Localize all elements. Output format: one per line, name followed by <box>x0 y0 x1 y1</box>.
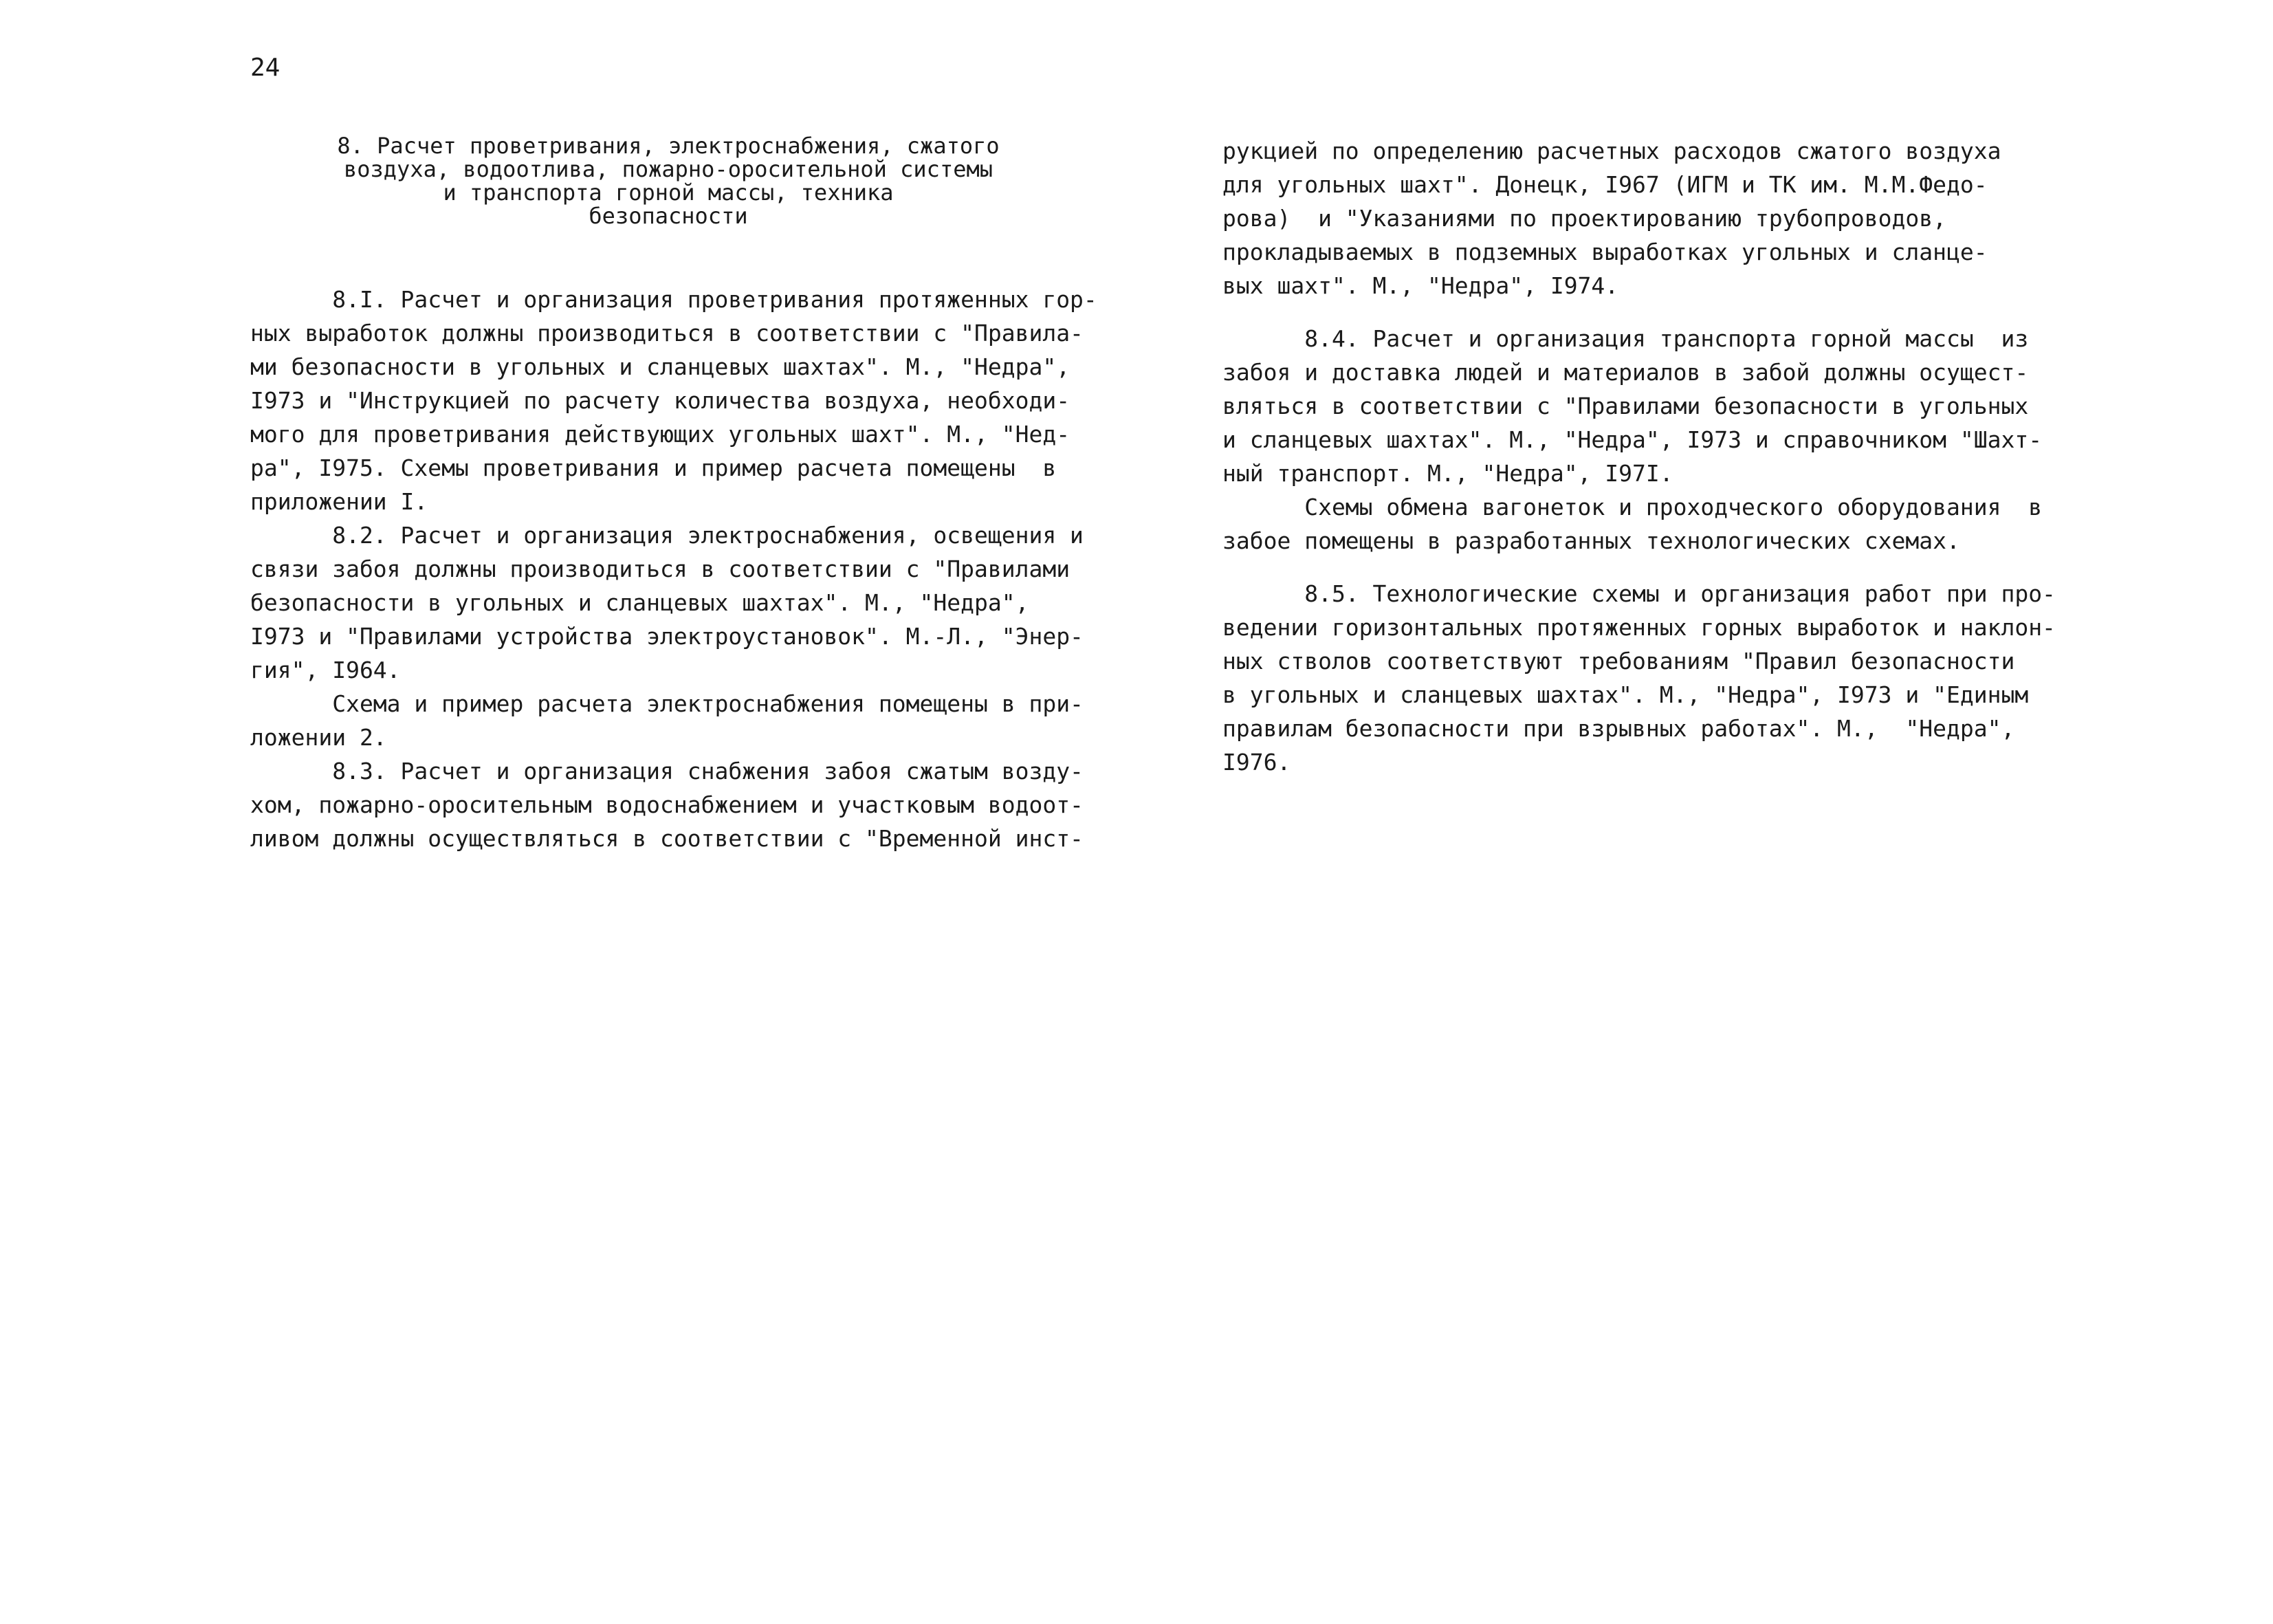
paragraph-8-5 <box>1222 577 2067 779</box>
heading-line: 8. Расчет проветривания, электроснабжения, сжатого <box>337 133 1000 159</box>
paragraph-gap <box>1222 303 2067 322</box>
text-line: ра", I975. Схемы проветривания и пример расчета помещены в <box>250 454 1057 481</box>
text-line: Схемы обмена вагонеток и проходческого оборудования в <box>1222 494 2043 520</box>
text-line: ложении 2. <box>250 724 387 751</box>
text-line: мого для проветривания действующих угольных шахт". М., "Нед- <box>250 421 1070 448</box>
right-column <box>1222 134 2067 779</box>
text-line: ливом должны осуществляться в соответствии с "Временной инст- <box>250 825 1084 852</box>
paragraph-gap <box>1222 558 2067 577</box>
text-line: прокладываемых в подземных выработках угольных и сланце- <box>1222 239 1988 265</box>
text-line: для угольных шахт". Донецк, I967 (ИГМ и ТК им. М.М.Федо- <box>1222 171 1988 198</box>
text-line: ми безопасности в угольных и сланцевых шахтах". М., "Недра", <box>250 353 1070 380</box>
left-column <box>250 133 1097 855</box>
paragraph-8-2-scheme <box>250 687 1086 754</box>
text-line: забоя и доставка людей и материалов в забой должны осущест- <box>1222 359 2029 386</box>
text-line: ный транспорт. М., "Недра", I97I. <box>1222 460 1673 487</box>
heading-line: и транспорта горной массы, техника <box>443 179 894 206</box>
text-line: I976. <box>1222 749 1291 776</box>
text-line: 8.I. Расчет и организация проветривания протяженных гор- <box>250 286 1097 313</box>
text-line: 8.5. Технологические схемы и организация работ при про- <box>1222 580 2056 607</box>
text-line: приложении I. <box>250 488 428 515</box>
section-heading <box>250 134 1086 228</box>
paragraph-8-1 <box>250 283 1097 518</box>
text-line: в угольных и сланцевых шахтах". М., "Недра", I973 и "Единым <box>1222 681 2029 708</box>
text-line: безопасности в угольных и сланцевых шахтах". М., "Недра", <box>250 589 1029 616</box>
text-line: забое помещены в разработанных технологических схемах. <box>1222 527 1960 554</box>
text-line: и сланцевых шахтах". М., "Недра", I973 и справочником "Шахт- <box>1222 426 2043 453</box>
text-line: 8.3. Расчет и организация снабжения забоя сжатым возду- <box>250 758 1084 784</box>
text-line: рукцией по определению расчетных расходов сжатого воздуха <box>1222 138 2001 164</box>
page-number: 24 <box>250 54 281 82</box>
text-line: вляться в соответствии с "Правилами безопасности в угольных <box>1222 393 2029 419</box>
text-line: 8.4. Расчет и организация транспорта горной массы из <box>1222 325 2029 352</box>
heading-line: безопасности <box>589 203 748 229</box>
text-line: I973 и "Инструкцией по расчету количества воздуха, необходи- <box>250 387 1070 414</box>
text-line: вых шахт". М., "Недра", I974. <box>1222 272 1619 299</box>
paragraph-8-4-scheme <box>1222 490 2067 558</box>
paragraph-8-3 <box>250 754 1086 855</box>
text-line: правилам безопасности при взрывных работах". М., "Недра", <box>1222 715 2015 742</box>
paragraph-8-4 <box>1222 322 2067 490</box>
text-line: гия", I964. <box>250 657 401 683</box>
text-line: 8.2. Расчет и организация электроснабжения, освещения и <box>250 522 1084 549</box>
text-line: хом, пожарно-оросительным водоснабжением и участковым водоот- <box>250 791 1084 818</box>
text-line: Схема и пример расчета электроснабжения помещены в при- <box>250 690 1084 717</box>
text-line: ных стволов соответствуют требованиям "Правил безопасности <box>1222 648 2015 674</box>
heading-line: воздуха, водоотлива, пожарно-оросительной системы <box>343 156 993 182</box>
paragraph-8-2 <box>250 518 1086 687</box>
text-line: I973 и "Правилами устройства электроустановок". М.-Л., "Энер- <box>250 623 1084 650</box>
text-line: рова) и "Указаниями по проектированию трубопроводов, <box>1222 205 1946 232</box>
text-line: ведении горизонтальных протяженных горных выработок и наклон- <box>1222 614 2056 641</box>
paragraph-8-3-continued <box>1222 134 2067 303</box>
text-line: ных выработок должны производиться в соответствии с "Правила- <box>250 320 1084 347</box>
text-line: связи забоя должны производиться в соответствии с "Правилами <box>250 556 1070 582</box>
